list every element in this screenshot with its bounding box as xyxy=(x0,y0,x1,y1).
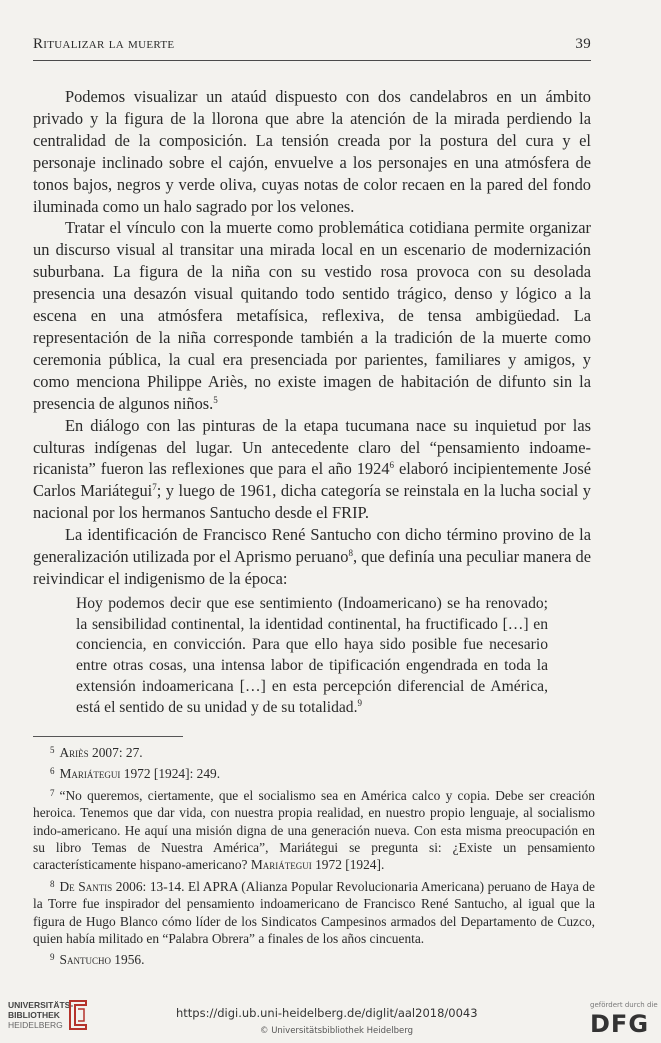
block-quote xyxy=(76,594,548,718)
header-rule xyxy=(33,60,591,61)
footnote xyxy=(33,876,595,948)
paragraph-footnote-ref: 6 xyxy=(389,460,395,471)
running-head xyxy=(33,36,591,53)
paragraph xyxy=(33,217,591,414)
digitization-footer xyxy=(0,996,661,1043)
footnote xyxy=(33,763,595,782)
footnotes xyxy=(33,742,595,971)
footnote xyxy=(33,949,595,968)
paragraph-footnote-ref: 8 xyxy=(348,548,353,559)
footnote-text: 1972 [1924]: 249. xyxy=(120,766,221,782)
paragraph-text: ; y luego de 1961, dicha categoría se reinstala en la lucha social y nacional por los hermanos Santucho desde el FRIP. xyxy=(33,481,591,523)
paragraph-footnote-ref: 7 xyxy=(152,482,157,493)
footnote-number: 7 xyxy=(50,787,55,798)
paragraph-text: La identificación de Francisco René Santucho con dicho término provino de la generalización utilizada por el Aprismo peruano xyxy=(33,525,591,567)
doi-link[interactable]: https://digi.ub.uni-heidelberg.de/diglit/aal2018/0043 xyxy=(176,1006,478,1020)
library-logo xyxy=(8,1000,73,1030)
footnote xyxy=(33,742,595,761)
footnote-text: 1972 [1924]. xyxy=(311,857,385,873)
running-head-title: Ritualizar la muerte xyxy=(33,36,175,52)
footnote-text: 2006: 13-14. El APRA (Alianza Popular Revolucionaria Americana) peruano de Haya de la Torre fue inspirador del pensamiento indoamericano de Francisco René Santucho, al igual que la figura de Hugo Blanco cómo líder de los Sindicatos Campesinos armados del Departamento de Cuzco, quien había militado en “Palabra Obrera” a finales de los años cincuenta. xyxy=(33,878,595,947)
paragraph-footnote-ref: 5 xyxy=(213,394,218,405)
paragraph-text: Podemos visualizar un ataúd dispuesto con dos candelabros en un ámbito privado y la figura de la llorona que abre la atención de la mirada perdiendo la centralidad de la composición. La tensión creada por la postura del cura y el personaje inclinado sobre el cajón, envuelve a los personajes en una atmósfera de tonos bajos, negros y verde oliva, cuyas notas de color recaen en la pared del fondo iluminada como un halo sagrado por los velones. xyxy=(33,87,591,216)
library-name-line2: BIBLIOTHEK xyxy=(8,1010,60,1020)
paragraph xyxy=(33,415,591,525)
library-emblem-icon xyxy=(66,999,90,1031)
page-number: 39 xyxy=(575,36,591,52)
dfg-logo: DFG xyxy=(590,1010,650,1038)
footnote-author: Mariátegui xyxy=(250,857,312,873)
funder-note: gefördert durch die xyxy=(590,1001,658,1009)
paragraph-text: , que definía una peculiar manera de reivindicar el indigenismo de la época: xyxy=(33,547,591,588)
paragraph xyxy=(33,524,591,590)
footnote xyxy=(33,785,595,874)
footnote-number: 5 xyxy=(50,745,55,755)
footnote-author: Mariátegui xyxy=(59,766,121,782)
paragraph xyxy=(33,86,591,217)
footnote-text: 1956. xyxy=(110,952,145,968)
footnote-author: Ariès xyxy=(59,745,89,760)
footnote-number: 8 xyxy=(50,878,55,889)
quote-footnote-ref: 9 xyxy=(357,697,362,708)
footnote-rule xyxy=(33,736,183,737)
footnote-author: Santucho xyxy=(59,952,111,968)
footnote-number: 6 xyxy=(50,766,55,777)
quote-text: Hoy podemos decir que ese sentimiento (Indoamericano) se ha renovado; la sensibilidad continental, la identidad continental, ha fructificado […] en conciencia, en convicción. Para que ello haya sido posible fue necesario entre otras cosas, una intensa labor de tipificación engendrada en toda la extensión indoamericana […] en esta percepción diferencial de América, está el sentido de su unidad y de su totalidad. xyxy=(76,595,548,716)
paragraph-text: Tratar el vínculo con la muerte como problemática cotidiana permite organizar un discurso visual al transitar una mirada local en un escenario de modernización suburbana. La figura de la niña con su vestido rosa provoca con su desolada presencia una desazón visual quitando todo sentido trágico, denso y lógico a la escena en una atmósfera metafísica, reflexiva, de tensa ambigüedad. La representación de la niña corresponde también a la tradición de la muerte como ceremonia pública, la cual era presenciada por parientes, familiares y amigos, y como menciona Philippe Ariès, no existe imagen de habitación de difunto sin la presencia de algunos niños. xyxy=(33,218,591,413)
paragraph-text: elaboró incipientemente José Carlos Mariátegui xyxy=(33,459,591,501)
library-name-line3: HEIDELBERG xyxy=(8,1020,63,1030)
copyright-notice: © Universitätsbibliothek Heidelberg xyxy=(260,1026,414,1036)
footnote-author: De Santis xyxy=(59,878,113,894)
footnote-number: 9 xyxy=(50,952,55,963)
paragraph-text: En diálogo con las pinturas de la etapa tucumana nace su inquietud por las culturas indígenas del lugar. Un antecedente claro del “pensamiento indoamericanista” fueron las reflexiones que para el año 1924 xyxy=(33,415,591,479)
footnote-text: “No queremos, ciertamente, que el socialismo sea en América calco y copia. Debe ser creación heroica. Tenemos que dar vida, con nuestra propia realidad, en nuestro propio lenguaje, al socialismo indo-americano. He aquí una misión digna de una generación nueva. Con esta misma preocupación en su libro Temas de Nuestra América”, Mariátegui se pregunta si: ¿Existe un pensamiento característicamente hispano-americano? xyxy=(33,787,595,873)
body-text xyxy=(33,86,591,590)
footnote-text: 2007: 27. xyxy=(88,745,143,760)
library-name-line1: UNIVERSITÄTS- xyxy=(8,1000,74,1010)
